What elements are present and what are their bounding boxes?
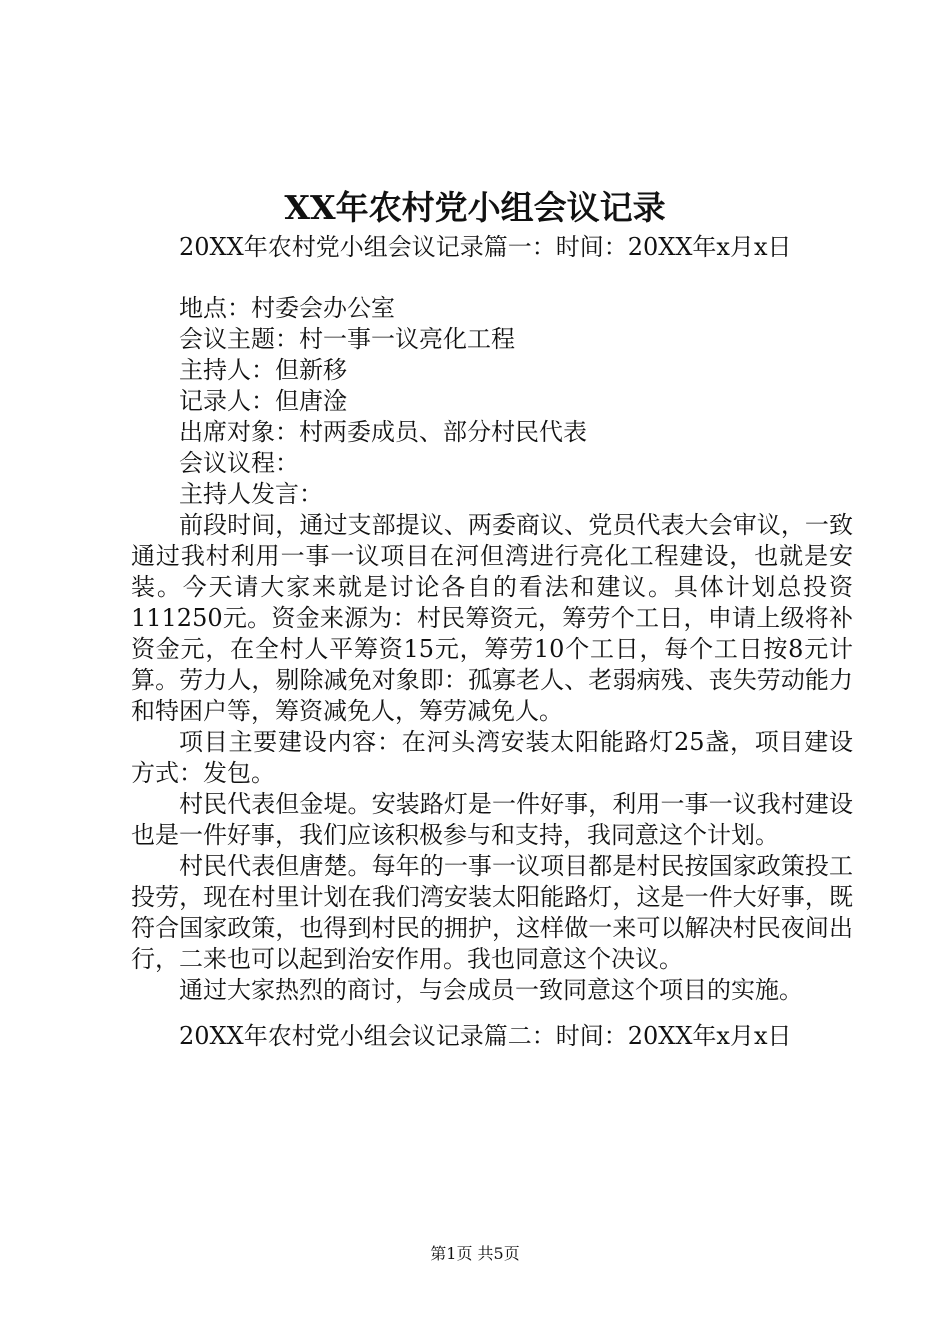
paragraph-conclusion: 通过大家热烈的商讨，与会成员一致同意这个项目的实施。 [179,976,803,1004]
meeting-host: 主持人：但新移 [179,356,347,384]
meeting-recorder: 记录人：但唐淦 [179,387,347,415]
paragraph-background: 前段时间，通过支部提议、两委商议、党员代表大会审议，一致通过我村利用一事一议项目在河但湾进行亮化工程建设，也就是安装。今天请大家来就是讨论各自的看法和建议。具体计划总投资111250元。资金来源为：村民筹资元，筹劳个工日，申请上级将补资金元，在全村人平筹资15元，筹劳10个工日，每个工日按8元计算。劳力人，剔除减免对象即：孤寡老人、老弱病残、丧失劳动能力和特困户等，筹资减免人，筹劳减免人。 [131,511,853,725]
paragraph-project-content: 项目主要建设内容：在河头湾安装太阳能路灯25盏，项目建设方式：发包。 [131,728,853,787]
page-footer: 第1页 共5页 [430,1244,520,1263]
section2-heading: 20XX年农村党小组会议记录篇二：时间：20XX年x月x日 [179,1022,792,1050]
paragraph-representative-1: 村民代表但金堤。安装路灯是一件好事，利用一事一议我村建设也是一件好事，我们应该积极参与和支持，我同意这个计划。 [131,790,853,849]
meeting-attendees: 出席对象：村两委成员、部分村民代表 [179,418,587,446]
meeting-agenda: 会议议程： [179,449,299,477]
document-body [131,232,853,1052]
section1-heading: 20XX年农村党小组会议记录篇一：时间：20XX年x月x日 [179,233,792,261]
meeting-topic: 会议主题：村一事一议亮化工程 [179,325,515,353]
meeting-location: 地点：村委会办公室 [179,294,395,322]
host-speech-label: 主持人发言： [179,480,323,508]
document-title: XX年农村党小组会议记录 [284,188,666,227]
paragraph-representative-2: 村民代表但唐楚。每年的一事一议项目都是村民按国家政策投工投劳，现在村里计划在我们湾安装太阳能路灯，这是一件大好事，既符合国家政策，也得到村民的拥护，这样做一来可以解决村民夜间出行，二来也可以起到治安作用。我也同意这个决议。 [131,852,853,973]
